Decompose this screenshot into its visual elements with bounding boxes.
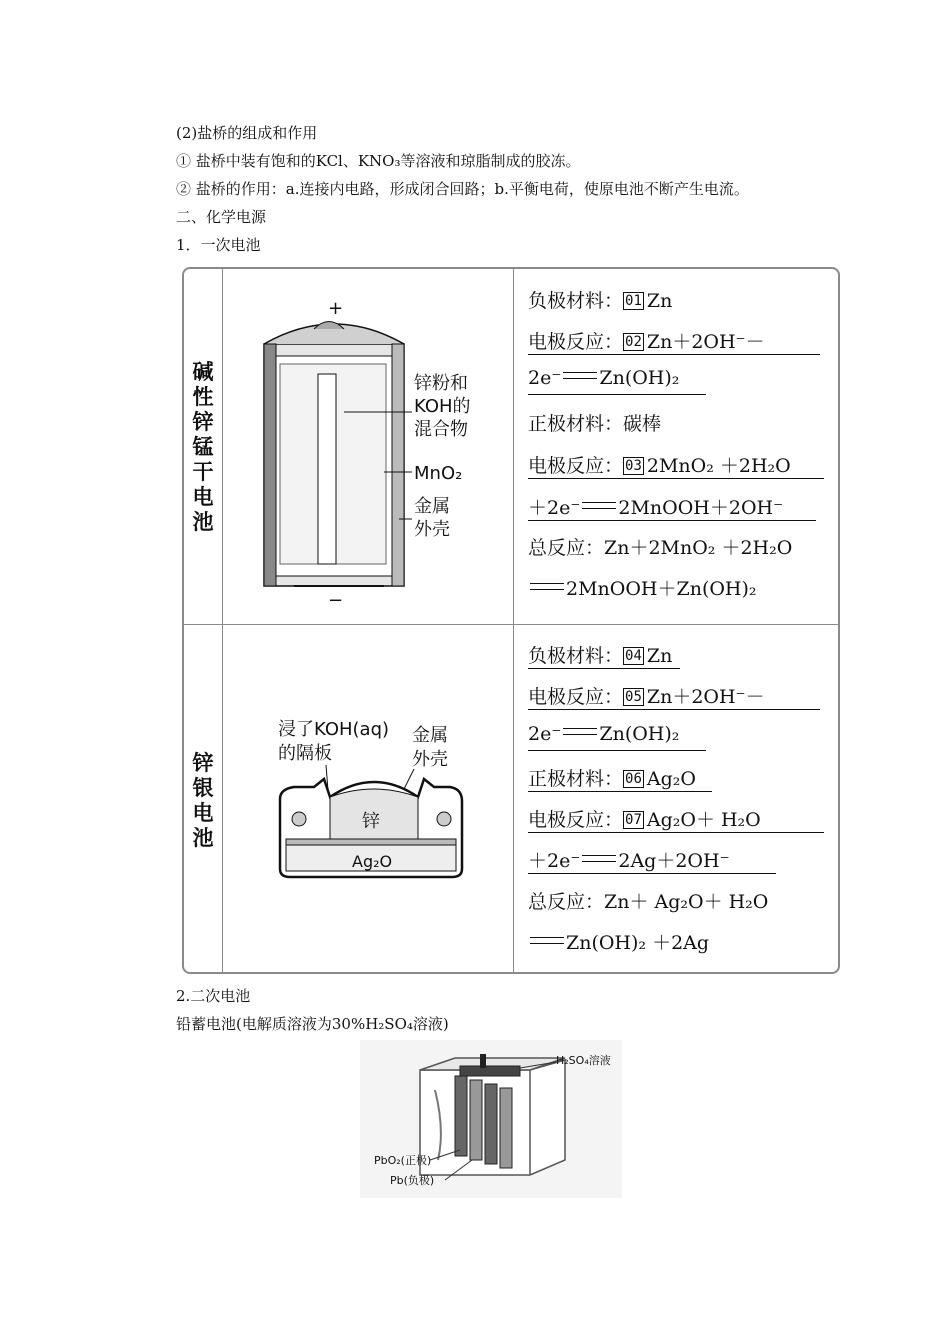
lead-acid-battery-diagram	[360, 1040, 622, 1198]
svg-text:KOH的: KOH的	[414, 396, 471, 417]
alkaline-battery-diagram	[244, 294, 504, 614]
subheading-primary-battery: 1．一次电池	[176, 236, 261, 254]
svg-text:H₂SO₄溶液: H₂SO₄溶液	[556, 1054, 611, 1067]
svg-text:浸了KOH(aq): 浸了KOH(aq)	[278, 719, 390, 740]
svg-text:−: −	[328, 590, 344, 611]
zinc-silver-battery-description: 负极材料： 04 Zn 电极反应： 05 Zn＋2OH⁻－ 2e⁻ Zn(OH)₂ 正极材料： 06 Ag₂O 电极反应： 07 Ag₂O＋ H₂O ＋2e⁻ 2Ag＋2OH⁻ 总反应：Zn＋ Ag₂O＋ H₂O Zn(OH)₂ ＋2Ag	[514, 625, 832, 975]
salt-bridge-composition: ① 盐桥中装有饱和的KCl、KNO₃等溶液和琼脂制成的胶冻。	[176, 152, 581, 170]
svg-text:混合物: 混合物	[414, 419, 468, 440]
svg-text:外壳: 外壳	[412, 749, 448, 770]
section-heading-salt-bridge: (2)盐桥的组成和作用	[176, 124, 318, 142]
svg-text:Ag₂O: Ag₂O	[352, 852, 393, 871]
salt-bridge-function: ② 盐桥的作用：a.连接内电路，形成闭合回路；b.平衡电荷，使原电池不断产生电流。	[176, 180, 749, 198]
subheading-secondary-battery: 2.二次电池	[176, 987, 251, 1005]
primary-battery-table	[182, 267, 840, 974]
svg-text:锌: 锌	[362, 811, 380, 832]
lead-acid-battery-caption: 铅蓄电池(电解质溶液为30%H₂SO₄溶液)	[176, 1015, 449, 1033]
svg-text:外壳: 外壳	[414, 519, 450, 540]
svg-text:的隔板: 的隔板	[278, 743, 332, 764]
row-label-zinc-silver: 锌 银 电 池	[192, 750, 214, 850]
svg-text:+: +	[328, 298, 344, 319]
svg-text:MnO₂: MnO₂	[414, 463, 463, 484]
zinc-silver-battery-diagram	[264, 709, 504, 889]
svg-text:Pb(负极): Pb(负极)	[390, 1174, 435, 1187]
svg-text:锌粉和: 锌粉和	[414, 373, 468, 394]
alkaline-battery-description: 负极材料： 01 Zn 电极反应： 02 Zn＋2OH⁻－ 2e⁻ Zn(OH)₂ 正极材料：碳棒 电极反应： 03 2MnO₂ ＋2H₂O ＋2e⁻ 2MnOOH＋2OH⁻ 总反应：Zn＋2MnO₂ ＋2H₂O 2MnOOH＋Zn(OH)₂	[514, 269, 832, 624]
svg-text:金属: 金属	[412, 725, 448, 746]
section-heading-chemical-power: 二、化学电源	[176, 208, 267, 226]
row-label-alkaline-zinc-manganese: 碱 性 锌 锰 干 电 池	[192, 359, 214, 534]
table-divider	[222, 269, 223, 972]
svg-text:金属: 金属	[414, 496, 450, 517]
svg-text:PbO₂(正极): PbO₂(正极)	[374, 1154, 432, 1167]
